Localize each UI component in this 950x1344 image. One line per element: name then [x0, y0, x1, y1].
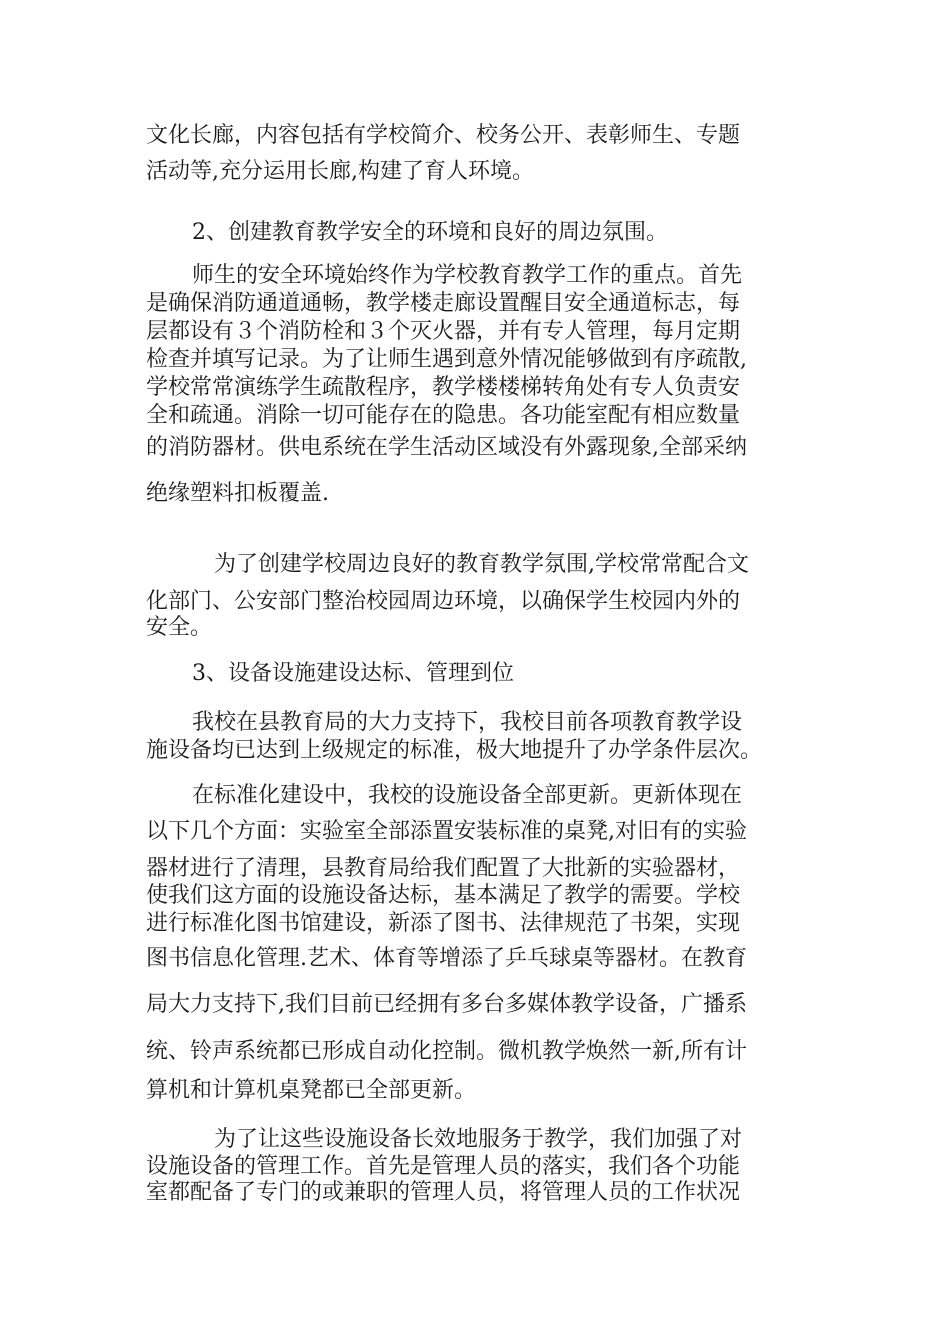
text-line: 器材进行了清理，县教育局给我们配置了大批新的实验器材，: [146, 856, 741, 881]
text-line: 使我们这方面的设施设备达标，基本满足了教学的需要。学校: [146, 883, 741, 908]
text-line: 为了让这些设施设备长效地服务于教学，我们加强了对: [214, 1127, 743, 1152]
text-line: 局大力支持下,我们目前已经拥有多台多媒体教学设备，广播系: [146, 992, 747, 1017]
section-heading: 3、设备设施建设达标、管理到位: [192, 661, 514, 686]
text-line: 安全。: [146, 615, 213, 640]
text-line: 的消防器材。供电系统在学生活动区域没有外露现象,全部采纳: [146, 435, 747, 460]
text-line: 我校在县教育局的大力支持下，我校目前各项教育教学设: [192, 710, 743, 735]
text-line: 层都设有３个消防栓和３个灭火器，并有专人管理，每月定期: [146, 319, 741, 344]
text-line: 活动等,充分运用长廊,构建了育人环境。: [146, 159, 534, 184]
text-line: 学校常常演练学生疏散程序，教学楼楼梯转角处有专人负责安: [146, 375, 741, 400]
text-line: 图书信息化管理.艺术、体育等增添了乒乓球桌等器材。在教育: [146, 946, 747, 971]
text-line: 为了创建学校周边良好的教育教学氛围,学校常常配合文: [214, 552, 749, 577]
text-line: 以下几个方面：实验室全部添置安装标准的桌凳,对旧有的实验: [146, 819, 747, 844]
text-line: 室都配备了专门的或兼职的管理人员，将管理人员的工作状况: [146, 1180, 741, 1205]
text-line: 设施设备的管理工作。首先是管理人员的落实，我们各个功能: [146, 1154, 741, 1179]
text-line: 化部门、公安部门整治校园周边环境，以确保学生校园内外的: [146, 589, 741, 614]
text-line: 施设备均已达到上级规定的标准，极大地提升了办学条件层次。: [146, 738, 763, 763]
text-line: 绝缘塑料扣板覆盖.: [146, 481, 329, 506]
text-line: 文化长廊，内容包括有学校简介、校务公开、表彰师生、专题: [146, 123, 741, 148]
text-line: 在标准化建设中，我校的设施设备全部更新。更新体现在: [192, 783, 743, 808]
text-line: 师生的安全环境始终作为学校教育教学工作的重点。首先: [192, 263, 743, 288]
text-line: 统、铃声系统都已形成自动化控制。微机教学焕然一新,所有计: [146, 1039, 747, 1064]
text-line: 全和疏通。消除一切可能存在的隐患。各功能室配有相应数量: [146, 403, 741, 428]
text-line: 是确保消防通道通畅，教学楼走廊设置醒目安全通道标志，每: [146, 291, 741, 316]
text-line: 进行标准化图书馆建设，新添了图书、法律规范了书架，实现: [146, 911, 741, 936]
text-line: 算机和计算机桌凳都已全部更新。: [146, 1078, 477, 1103]
text-line: 检查并填写记录。为了让师生遇到意外情况能够做到有序疏散,: [146, 347, 747, 372]
section-heading: 2、创建教育教学安全的环境和良好的周边氛围。: [192, 220, 668, 245]
